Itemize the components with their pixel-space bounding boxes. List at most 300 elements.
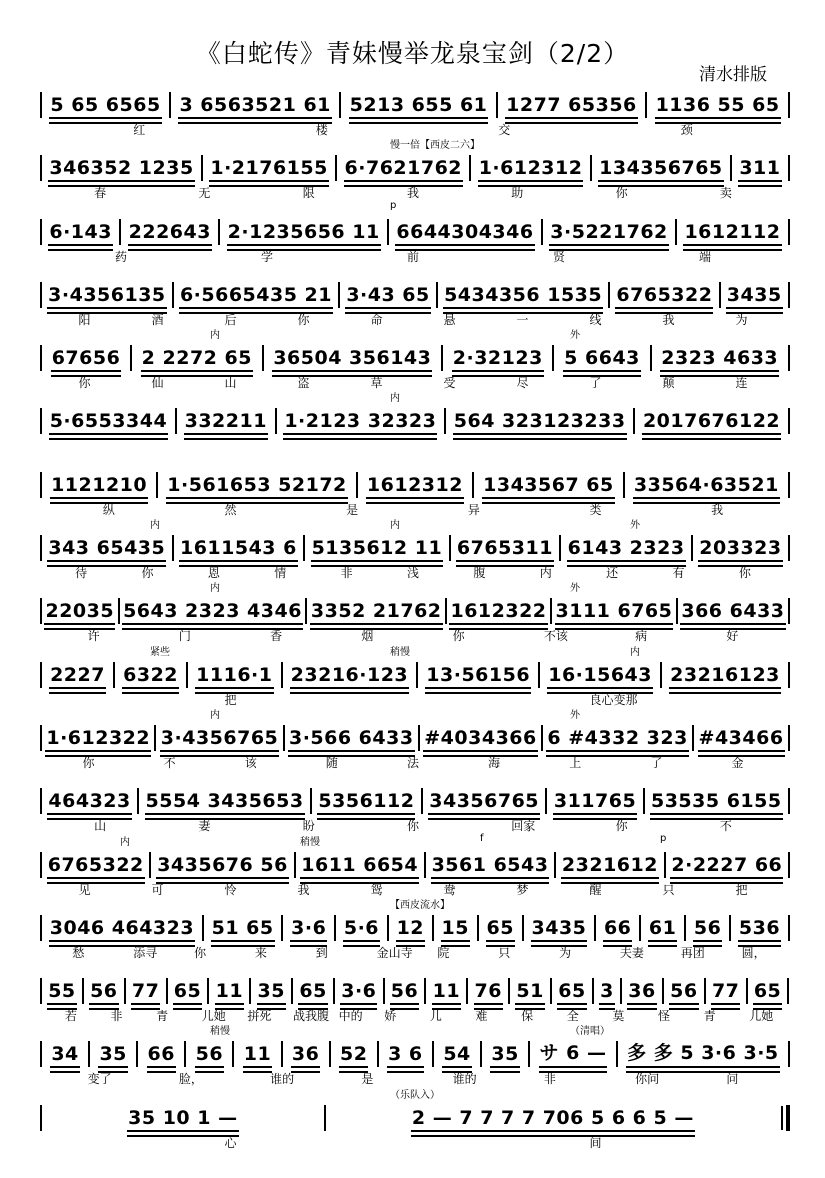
lyric-syllable: 类 bbox=[589, 502, 602, 517]
measure: 6644304346 bbox=[395, 221, 534, 246]
lyric-syllable: 愁 bbox=[72, 945, 85, 960]
barline bbox=[310, 788, 312, 814]
lyric-syllable: 尽 bbox=[516, 376, 529, 391]
notation-row bbox=[40, 471, 790, 499]
measure: 2 — 7 7 7 7 706 5 6 6 5 — bbox=[411, 1107, 695, 1132]
lyrics-row bbox=[40, 691, 790, 707]
measure: 33564·63521 bbox=[633, 474, 780, 499]
performance-mark: 内 bbox=[390, 393, 400, 405]
measure: 2·1235656 11 bbox=[227, 221, 381, 246]
lyric-syllable: 只 bbox=[662, 882, 675, 897]
lyrics-row bbox=[40, 184, 790, 200]
barline bbox=[664, 852, 666, 878]
measure: 1·612322 bbox=[45, 727, 151, 752]
measure: 1343567 65 bbox=[482, 474, 615, 499]
barline bbox=[466, 978, 468, 1004]
lyrics-row bbox=[40, 564, 790, 580]
barline bbox=[643, 788, 645, 814]
measure: 5·6 bbox=[343, 917, 380, 942]
measure: 35 10 1 — bbox=[127, 1107, 238, 1132]
barline bbox=[472, 472, 474, 498]
lyric-syllable: 一 bbox=[516, 312, 529, 327]
measure: 51 65 bbox=[211, 917, 275, 942]
lyric-syllable: 只 bbox=[498, 945, 511, 960]
lyric-syllable: 金山寺 bbox=[376, 945, 413, 960]
performance-mark: 内 bbox=[210, 583, 220, 595]
barline bbox=[608, 282, 610, 308]
lyric-syllable: 山 bbox=[94, 819, 107, 834]
measure: 11 bbox=[215, 980, 244, 1005]
barline bbox=[169, 92, 171, 118]
measure: 6765311 bbox=[456, 537, 554, 562]
barline bbox=[684, 915, 686, 941]
barline bbox=[232, 1041, 234, 1067]
measure: 36504 356143 bbox=[272, 347, 432, 372]
notation-row bbox=[40, 154, 790, 182]
lyric-syllable: 怜 bbox=[224, 882, 237, 897]
lyric-syllable: 阳 bbox=[78, 312, 91, 327]
barline bbox=[291, 978, 293, 1004]
lyric-syllable: 金 bbox=[731, 755, 744, 770]
lyric-syllable: 内 bbox=[539, 566, 552, 581]
performance-mark: p bbox=[660, 832, 667, 844]
lyric-syllable: 许 bbox=[87, 629, 100, 644]
lyrics-row bbox=[40, 1007, 790, 1023]
lyric-syllable: 助 bbox=[511, 186, 524, 201]
lyric-syllable: 香 bbox=[270, 629, 283, 644]
lyric-syllable: 来 bbox=[254, 945, 267, 960]
barline bbox=[522, 915, 524, 941]
barline bbox=[590, 155, 592, 181]
lyrics-row bbox=[40, 437, 790, 453]
measure: 3352 21762 bbox=[310, 600, 443, 625]
barline bbox=[172, 535, 174, 561]
barline bbox=[554, 852, 556, 878]
notation-row bbox=[40, 407, 790, 435]
measure: 65 bbox=[298, 980, 327, 1005]
barline bbox=[623, 472, 625, 498]
lyric-syllable: 楼 bbox=[315, 123, 328, 137]
lyric-syllable: 再团 bbox=[680, 945, 705, 960]
lyric-syllable: 上 bbox=[569, 755, 582, 770]
measure: #43466 bbox=[698, 727, 785, 752]
performance-mark: 稍慢 bbox=[300, 836, 320, 848]
measure: 1612312 bbox=[366, 474, 464, 499]
lyric-syllable: 问 bbox=[726, 1072, 739, 1087]
lyric-syllable: 心 bbox=[224, 1135, 237, 1150]
lyric-syllable: 拼死 bbox=[247, 1009, 272, 1024]
barline bbox=[496, 92, 498, 118]
lyric-syllable: 全 bbox=[566, 1009, 579, 1024]
lyric-syllable: 无 bbox=[198, 186, 211, 201]
lyric-syllable: 是 bbox=[346, 502, 359, 517]
measure: 3435 bbox=[726, 284, 783, 309]
measure: 1612112 bbox=[683, 221, 781, 246]
measure: 6765322 bbox=[615, 284, 713, 309]
barline bbox=[545, 788, 547, 814]
lyric-syllable: 好 bbox=[726, 629, 739, 644]
measure: 23216·123 bbox=[290, 664, 409, 689]
performance-marks bbox=[40, 833, 790, 847]
performance-marks bbox=[40, 959, 790, 973]
lyric-syllable: 你 bbox=[297, 312, 310, 327]
performance-mark: （乐队入） bbox=[390, 1089, 440, 1101]
measure: 35 bbox=[490, 1043, 519, 1068]
lyric-syllable: 前 bbox=[407, 249, 420, 264]
barline bbox=[788, 788, 790, 814]
measure: 6143 2323 bbox=[567, 537, 686, 562]
measure: 5 65 6565 bbox=[49, 94, 161, 119]
lyric-syllable: 儿她 bbox=[201, 1009, 226, 1024]
lyric-syllable: 谁的 bbox=[452, 1072, 477, 1087]
measure: 65 bbox=[753, 980, 782, 1005]
barline bbox=[594, 915, 596, 941]
lyric-syllable: 春 bbox=[94, 186, 107, 201]
measure: 56 bbox=[669, 980, 698, 1005]
lyric-syllable: 草 bbox=[370, 376, 383, 391]
lyric-syllable: 不 bbox=[719, 819, 732, 834]
barline bbox=[338, 282, 340, 308]
notation-row bbox=[40, 218, 790, 246]
barline bbox=[118, 598, 120, 624]
barline bbox=[508, 978, 510, 1004]
barline bbox=[333, 978, 335, 1004]
notation-row bbox=[40, 851, 790, 879]
performance-mark: 内 bbox=[210, 330, 220, 342]
barline bbox=[692, 725, 694, 751]
barline bbox=[788, 852, 790, 878]
measure: 222643 bbox=[128, 221, 212, 246]
lyric-syllable: 海 bbox=[488, 755, 501, 770]
score-body bbox=[40, 85, 790, 1161]
lyric-syllable: 限 bbox=[302, 186, 315, 201]
measure: 1121210 bbox=[50, 474, 148, 499]
lyric-syllable: 门 bbox=[178, 629, 191, 644]
lyric-syllable: 纵 bbox=[102, 502, 115, 517]
lyric-syllable: 鸳 bbox=[370, 882, 383, 897]
measure: 2017676122 bbox=[642, 410, 781, 435]
lyric-syllable: 非 bbox=[110, 1009, 123, 1024]
barline bbox=[283, 725, 285, 751]
barline bbox=[416, 662, 418, 688]
measure: 3·6 bbox=[290, 917, 327, 942]
performance-marks bbox=[40, 896, 790, 910]
measure: 5·6553344 bbox=[49, 410, 168, 435]
measure: 66 bbox=[603, 917, 632, 942]
barline bbox=[356, 472, 358, 498]
measure: 366 6433 bbox=[680, 600, 785, 625]
barline bbox=[262, 345, 264, 371]
lyric-syllable: 把 bbox=[735, 882, 748, 897]
measure: 23216123 bbox=[669, 664, 781, 689]
measure: 2321612 bbox=[561, 854, 659, 879]
lyric-syllable: 间 bbox=[589, 1135, 602, 1150]
measure: 6 #4332 323 bbox=[546, 727, 688, 752]
lyric-syllable: 鸯 bbox=[443, 882, 456, 897]
barline bbox=[137, 788, 139, 814]
lyric-syllable: 非 bbox=[543, 1072, 556, 1087]
barline bbox=[788, 92, 790, 118]
barline bbox=[660, 662, 662, 688]
barline bbox=[334, 915, 336, 941]
barline bbox=[445, 598, 447, 624]
barline bbox=[788, 598, 790, 624]
barline bbox=[633, 408, 635, 434]
lyric-syllable: 盗 bbox=[297, 376, 310, 391]
measure: 3046 464323 bbox=[49, 917, 195, 942]
performance-mark: p bbox=[390, 199, 397, 211]
measure: 3435 bbox=[531, 917, 588, 942]
notation-row bbox=[40, 534, 790, 562]
barline bbox=[746, 978, 748, 1004]
lyric-syllable: 你 bbox=[615, 819, 628, 834]
performance-mark: （清唱） bbox=[570, 1026, 610, 1038]
lyric-syllable: 你 bbox=[82, 755, 95, 770]
barline bbox=[432, 915, 434, 941]
barline bbox=[329, 1041, 331, 1067]
lyric-syllable: 学 bbox=[261, 249, 274, 264]
barline bbox=[294, 852, 296, 878]
notation-row bbox=[40, 661, 790, 689]
barline bbox=[249, 978, 251, 1004]
measure: 5135612 11 bbox=[311, 537, 444, 562]
measure: 332211 bbox=[184, 410, 268, 435]
lyric-syllable: 可 bbox=[151, 882, 164, 897]
measure: 67656 bbox=[51, 347, 122, 372]
measure: 311 bbox=[738, 157, 781, 182]
barline bbox=[275, 408, 277, 434]
lyric-syllable: 梦 bbox=[516, 882, 529, 897]
lyric-syllable: 谁的 bbox=[270, 1072, 295, 1087]
measure: 51 bbox=[515, 980, 544, 1005]
measure: 61 bbox=[648, 917, 677, 942]
measure: 5643 2323 4346 bbox=[122, 600, 303, 625]
lyric-syllable: 端 bbox=[699, 249, 712, 264]
barline bbox=[82, 978, 84, 1004]
measure: 54 bbox=[442, 1043, 471, 1068]
barline bbox=[305, 598, 307, 624]
measure: 3·566 6433 bbox=[288, 727, 415, 752]
measure: 52 bbox=[339, 1043, 368, 1068]
measure: 6·5665435 21 bbox=[179, 284, 333, 309]
barline bbox=[788, 408, 790, 434]
barline bbox=[788, 472, 790, 498]
measure: 36 bbox=[627, 980, 656, 1005]
barline bbox=[154, 725, 156, 751]
lyric-syllable: 变了 bbox=[87, 1072, 112, 1087]
lyrics-row bbox=[40, 374, 790, 390]
barline bbox=[538, 662, 540, 688]
barline bbox=[124, 978, 126, 1004]
lyric-syllable: 我 bbox=[662, 312, 675, 327]
measure: 11 bbox=[243, 1043, 272, 1068]
notation-row bbox=[40, 1040, 790, 1068]
barline bbox=[424, 978, 426, 1004]
lyrics-row bbox=[40, 944, 790, 960]
lyric-syllable: 你 bbox=[407, 819, 420, 834]
measure: 6322 bbox=[122, 664, 179, 689]
lyric-syllable: 你 bbox=[615, 186, 628, 201]
barline bbox=[424, 852, 426, 878]
measure: 3·4356765 bbox=[160, 727, 279, 752]
barline bbox=[113, 662, 115, 688]
measure: 3·6 bbox=[340, 980, 377, 1005]
lyric-syllable: 见 bbox=[78, 882, 91, 897]
barline bbox=[281, 662, 283, 688]
measure: 564 323123233 bbox=[453, 410, 627, 435]
measure: 5356112 bbox=[317, 790, 415, 815]
barline bbox=[729, 915, 731, 941]
barline bbox=[676, 598, 678, 624]
measure: 1612322 bbox=[449, 600, 547, 625]
arranger-credit: 清水排版 bbox=[699, 65, 767, 85]
barline bbox=[186, 662, 188, 688]
barline bbox=[432, 1041, 434, 1067]
lyric-syllable: 我 bbox=[297, 882, 310, 897]
measure: 1136 55 65 bbox=[655, 94, 781, 119]
performance-mark: 内 bbox=[630, 646, 640, 658]
lyrics-row bbox=[40, 121, 790, 137]
barline bbox=[201, 155, 203, 181]
lyrics-row bbox=[40, 501, 790, 517]
measure: 6765322 bbox=[47, 854, 145, 879]
lyric-syllable: 仙 bbox=[151, 376, 164, 391]
lyric-syllable: 院 bbox=[437, 945, 450, 960]
barline bbox=[166, 978, 168, 1004]
barline bbox=[786, 1105, 790, 1131]
barline bbox=[88, 1041, 90, 1067]
lyric-syllable: 悬 bbox=[443, 312, 456, 327]
lyric-syllable: 病 bbox=[635, 629, 648, 644]
lyric-syllable: 良心变那 bbox=[589, 692, 638, 707]
measure: 34356765 bbox=[428, 790, 540, 815]
barline bbox=[662, 978, 664, 1004]
measure: 多 多 5 3·6 3·5 bbox=[626, 1038, 780, 1068]
performance-marks bbox=[40, 200, 790, 214]
lyric-syllable: 醒 bbox=[589, 882, 602, 897]
barline bbox=[421, 788, 423, 814]
lyric-syllable: 我 bbox=[711, 502, 724, 517]
lyric-syllable: 怪 bbox=[657, 1009, 670, 1024]
lyric-syllable: 待 bbox=[75, 566, 88, 581]
measure: 3561 6543 bbox=[431, 854, 550, 879]
lyric-syllable: 颈 bbox=[680, 123, 693, 137]
measure: 66 bbox=[147, 1043, 176, 1068]
measure: 1·2176155 bbox=[209, 157, 328, 182]
performance-marks bbox=[40, 579, 790, 593]
performance-marks bbox=[40, 1086, 790, 1100]
measure: 53535 6155 bbox=[650, 790, 783, 815]
barline bbox=[184, 1041, 186, 1067]
measure: 3 bbox=[599, 980, 615, 1005]
lyric-syllable: 是 bbox=[361, 1072, 374, 1087]
lyric-syllable: 莫 bbox=[612, 1009, 625, 1024]
barline bbox=[675, 219, 677, 245]
lyric-syllable: 贤 bbox=[553, 249, 566, 264]
barline bbox=[156, 472, 158, 498]
measure: 464323 bbox=[47, 790, 131, 815]
barline bbox=[788, 219, 790, 245]
barline bbox=[541, 219, 543, 245]
measure: 311765 bbox=[553, 790, 637, 815]
measure: 343 65435 bbox=[47, 537, 166, 562]
lyric-syllable: 还 bbox=[606, 566, 619, 581]
lyrics-row bbox=[40, 1134, 790, 1150]
performance-marks bbox=[40, 263, 790, 277]
measure: 56 bbox=[89, 980, 118, 1005]
barline bbox=[441, 345, 443, 371]
lyrics-row bbox=[40, 311, 790, 327]
notation-row bbox=[40, 91, 790, 119]
barline bbox=[550, 598, 552, 624]
lyric-syllable: 回家 bbox=[511, 819, 536, 834]
lyric-syllable: 情 bbox=[274, 566, 287, 581]
lyric-syllable: 了 bbox=[650, 755, 663, 770]
barline bbox=[324, 1105, 326, 1131]
barline bbox=[788, 535, 790, 561]
lyric-syllable: 把 bbox=[224, 692, 237, 707]
measure: #4034366 bbox=[423, 727, 537, 752]
measure: 56 bbox=[195, 1043, 224, 1068]
barline bbox=[788, 1041, 790, 1067]
lyric-syllable: 药 bbox=[115, 249, 128, 264]
lyric-syllable: 有 bbox=[672, 566, 685, 581]
lyrics-row bbox=[40, 754, 790, 770]
measure: 77 bbox=[131, 980, 160, 1005]
measure: 2·2227 66 bbox=[670, 854, 783, 879]
barline bbox=[552, 345, 554, 371]
barline bbox=[788, 155, 790, 181]
measure: 2 2272 65 bbox=[141, 347, 253, 372]
measure: 16·15643 bbox=[547, 664, 653, 689]
notation-row bbox=[40, 344, 790, 372]
lyric-syllable: 难 bbox=[475, 1009, 488, 1024]
barline bbox=[383, 978, 385, 1004]
measure: 3 6 bbox=[387, 1043, 424, 1068]
barline bbox=[281, 915, 283, 941]
measure: 1611543 6 bbox=[179, 537, 298, 562]
performance-marks bbox=[40, 453, 790, 467]
lyric-syllable: 若 bbox=[64, 1009, 77, 1024]
lyric-syllable: 盼 bbox=[302, 819, 315, 834]
barline bbox=[620, 978, 622, 1004]
barline bbox=[339, 92, 341, 118]
measure: 3111 6765 bbox=[555, 600, 674, 625]
measure: 3 6563521 61 bbox=[178, 94, 331, 119]
barline bbox=[130, 345, 132, 371]
lyric-syllable: 儿她 bbox=[749, 1009, 774, 1024]
lyric-syllable: 我 bbox=[407, 186, 420, 201]
measure: 2227 bbox=[49, 664, 106, 689]
barline bbox=[650, 345, 652, 371]
lyric-syllable: 你 bbox=[452, 629, 465, 644]
lyric-syllable: 随 bbox=[325, 755, 338, 770]
performance-mark: 外 bbox=[570, 583, 580, 595]
notation-row bbox=[40, 724, 790, 752]
lyric-syllable: 你问 bbox=[635, 1072, 660, 1087]
measure: 5213 655 61 bbox=[349, 94, 489, 119]
measure: 55 bbox=[47, 980, 76, 1005]
lyrics-row bbox=[40, 248, 790, 264]
barline bbox=[202, 915, 204, 941]
measure: 1·2123 32323 bbox=[283, 410, 437, 435]
measure: 35 bbox=[98, 1043, 127, 1068]
performance-marks bbox=[40, 73, 790, 87]
measure: 11 bbox=[432, 980, 461, 1005]
lyric-syllable: 不该 bbox=[543, 629, 568, 644]
barline bbox=[788, 662, 790, 688]
barline bbox=[788, 282, 790, 308]
